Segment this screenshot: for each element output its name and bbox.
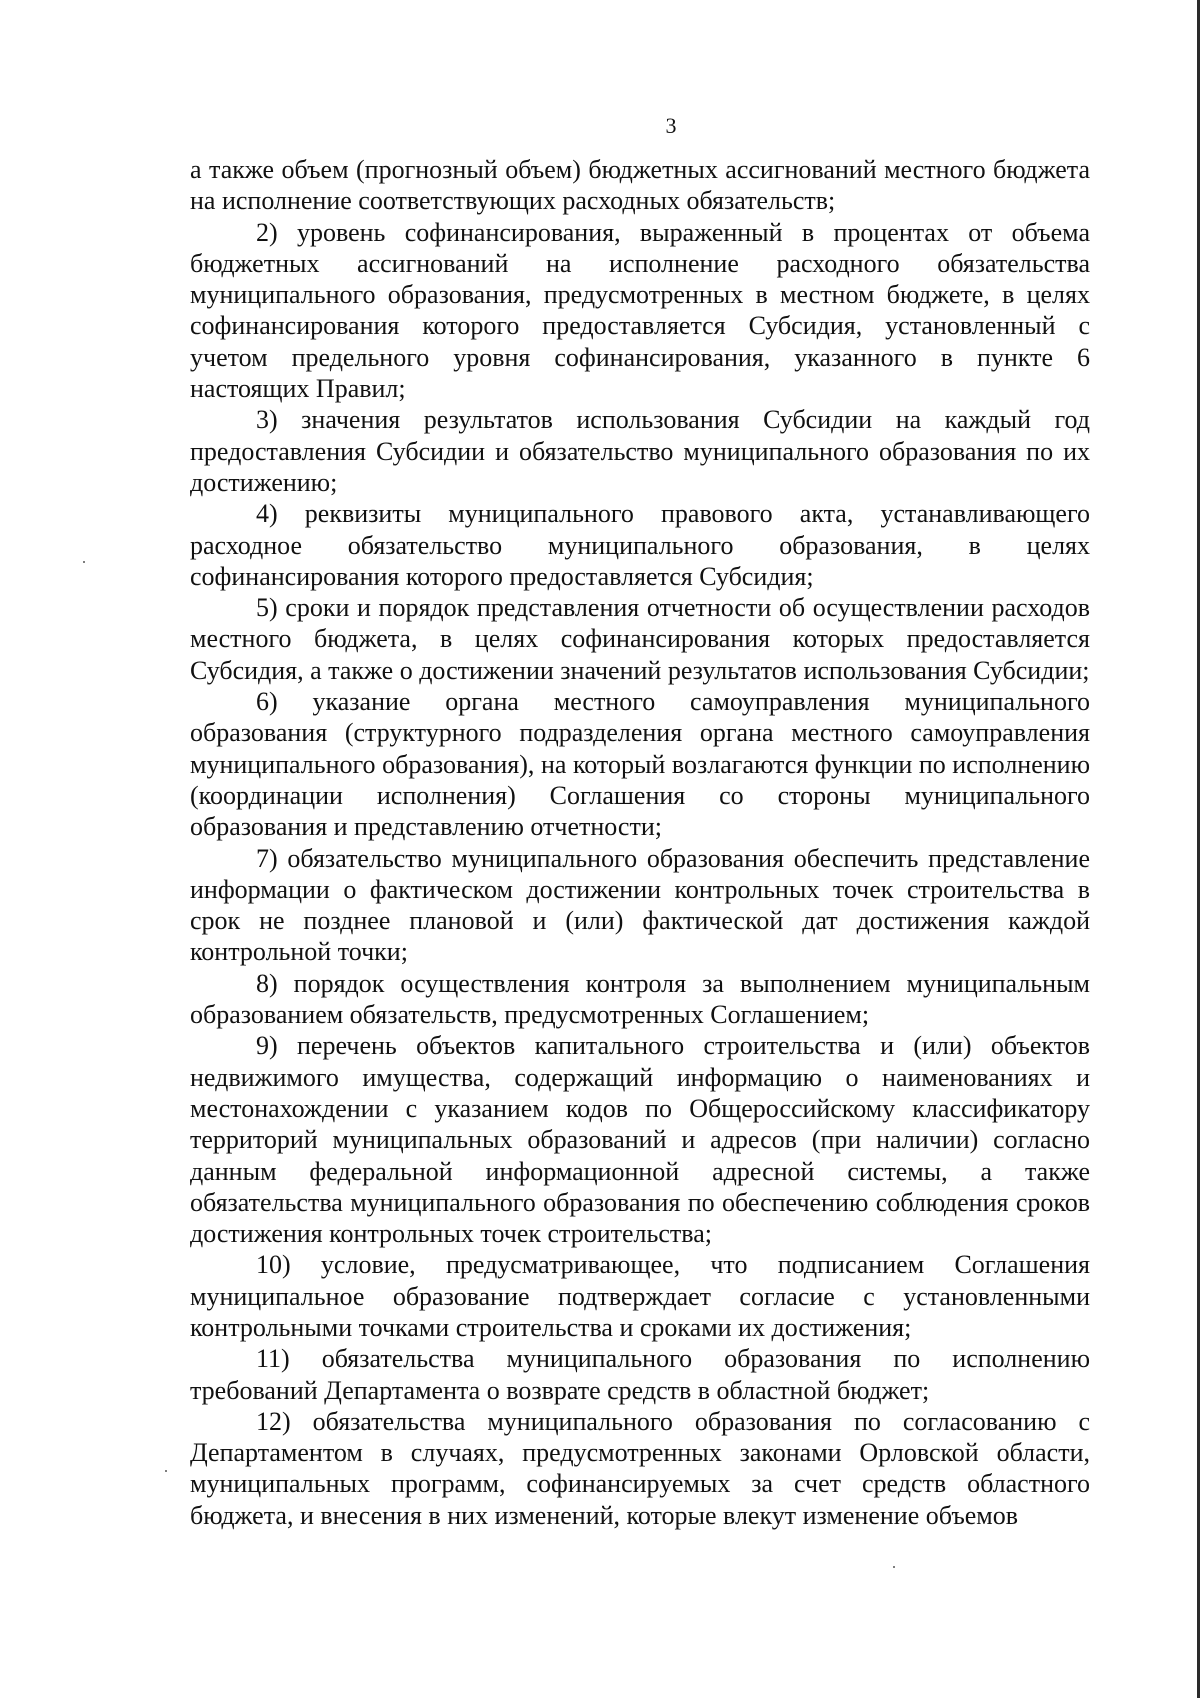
page-number: 3 <box>665 113 677 138</box>
paragraph-item-11: 11) обязательства муниципального образования по исполнению требований Департамента о возврате средств в областной бюджет; <box>190 1344 1090 1405</box>
document-body <box>190 154 1090 1531</box>
paragraph-item-6: 6) указание органа местного самоуправления муниципального образования (структурного подразделения органа местного самоуправления муниципального образования), на который возлагаются функции по исполнению (координации исполнения) Соглашения со стороны муниципального образования и представлению отчетности; <box>190 687 1090 842</box>
scan-speck <box>83 561 85 563</box>
scan-speck <box>165 1470 167 1472</box>
paragraph-item-8: 8) порядок осуществления контроля за выполнением муниципальным образованием обязательств, предусмотренных Соглашением; <box>190 968 1090 1030</box>
paragraph-item-5: 5) сроки и порядок представления отчетности об осуществлении расходов местного бюджета, в целях софинансирования которых предоставляется Субсидия, а также о достижении значений результатов использования Субсидии; <box>190 593 1090 685</box>
paragraph-item-12: 12) обязательства муниципального образования по согласованию с Департаментом в случаях, предусмотренных законами Орловской области, муниципальных программ, софинансируемых за счет средств областного бюджета, и внесения в них изменений, которые влекут изменение объемов <box>190 1406 1090 1530</box>
scan-speck <box>893 1566 895 1568</box>
paragraph-item-10: 10) условие, предусматривающее, что подписанием Соглашения муниципальное образование подтверждает согласие с установленными контрольными точками строительства и сроками их достижения; <box>190 1250 1090 1342</box>
paragraph-item-9: 9) перечень объектов капитального строительства и (или) объектов недвижимого имущества, содержащий информацию о наименованиях и местонахождении с указанием кодов по Общероссийскому классификатору территорий муниципальных образований и адресов (при наличии) согласно данным федеральной информационной адресной системы, а также обязательства муниципального образования по обеспечению соблюдения сроков достижения контрольных точек строительства; <box>190 1031 1090 1249</box>
paragraph-item-7: 7) обязательство муниципального образования обеспечить представление информации о фактическом достижении контрольных точек строительства в срок не позднее плановой и (или) фактической дат достижения каждой контрольной точки; <box>190 843 1090 967</box>
paragraph-item-2: 2) уровень софинансирования, выраженный в процентах от объема бюджетных ассигнований на исполнение расходного обязательства муниципального образования, предусмотренных в местном бюджете, в целях софинансирования которого предоставляется Субсидия, установленный с учетом предельного уровня софинансирования, указанного в пункте 6 настоящих Правил; <box>190 217 1090 404</box>
paragraph-continuation: а также объем (прогнозный объем) бюджетных ассигнований местного бюджета на исполнение соответствующих расходных обязательств; <box>190 155 1090 216</box>
paragraph-item-4: 4) реквизиты муниципального правового акта, устанавливающего расходное обязательство муниципального образования, в целях софинансирования которого предоставляется Субсидия; <box>190 499 1090 591</box>
paragraph-item-3: 3) значения результатов использования Субсидии на каждый год предоставления Субсидии и обязательство муниципального образования по их достижению; <box>190 405 1090 497</box>
